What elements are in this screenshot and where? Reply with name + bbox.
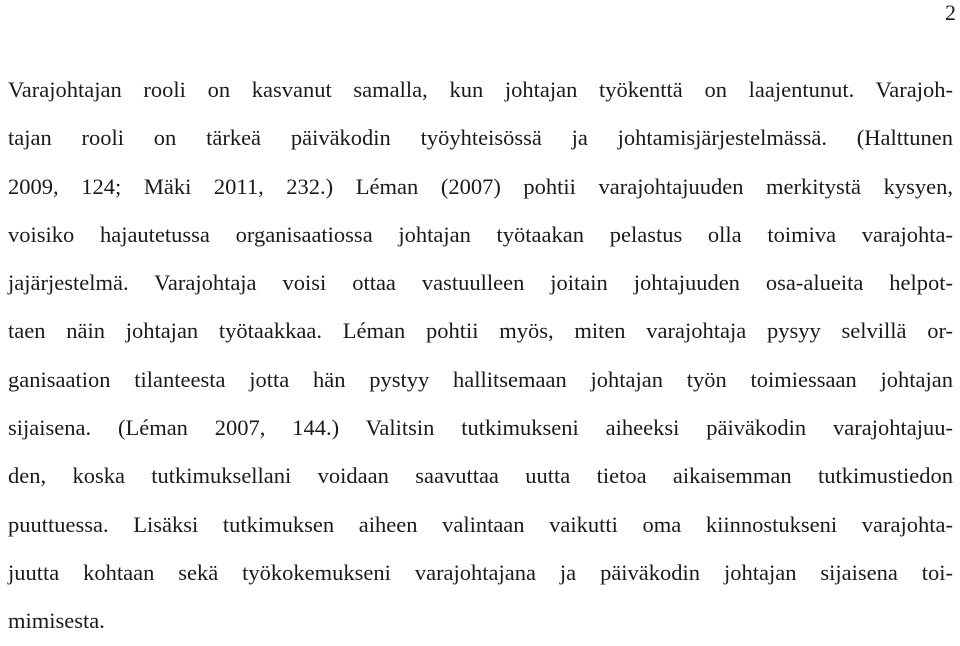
text-line: jajärjestelmä. Varajohtaja voisi ottaa vastuulleen joitain johtajuuden osa-alueita helpot- (8, 270, 953, 296)
body-paragraph (8, 66, 953, 646)
text-line: sijaisena. (Léman 2007, 144.) Valitsin tutkimukseni aiheeksi päiväkodin varajohtajuu- (8, 415, 953, 441)
text-line: 2009, 124; Mäki 2011, 232.) Léman (2007) pohtii varajohtajuuden merkitystä kysyen, (8, 173, 953, 199)
text-line: tajan rooli on tärkeä päiväkodin työyhteisössä ja johtamisjärjestelmässä. (Halttunen (8, 125, 953, 151)
text-line-last: mimisesta. (8, 608, 105, 634)
text-line: ganisaation tilanteesta jotta hän pystyy hallitsemaan johtajan työn toimiessaan johtajan (8, 366, 953, 392)
text-line: Varajohtajan rooli on kasvanut samalla, kun johtajan työkenttä on laajentunut. Varajoh- (8, 77, 953, 102)
text-line: taen näin johtajan työtaakkaa. Léman pohtii myös, miten varajohtaja pysyy selvillä or- (8, 318, 953, 344)
text-line: juutta kohtaan sekä työkokemukseni varajohtajana ja päiväkodin johtajan sijaisena toi- (8, 559, 953, 585)
text-line: den, koska tutkimuksellani voidaan saavuttaa uutta tietoa aikaisemman tutkimustiedon (8, 463, 953, 489)
page-number: 2 (945, 0, 956, 25)
text-line: puuttuessa. Lisäksi tutkimuksen aiheen valintaan vaikutti oma kiinnostukseni varajohta- (8, 511, 953, 537)
text-line: voisiko hajautetussa organisaatiossa johtajan työtaakan pelastus olla toimiva varajohta- (8, 221, 953, 247)
